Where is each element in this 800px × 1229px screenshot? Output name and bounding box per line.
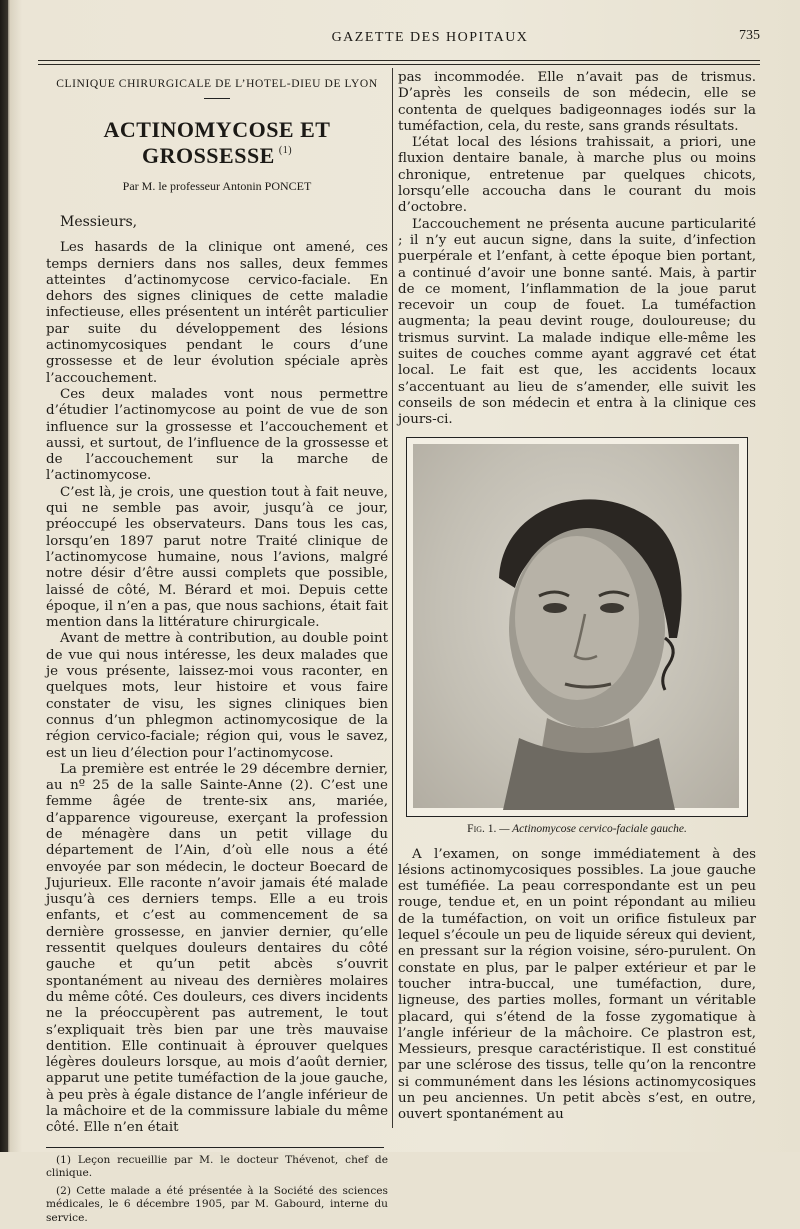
title-footnote-ref: (1) — [278, 145, 293, 156]
header-rule — [38, 60, 760, 61]
paragraph: A l’examen, on songe immédiatement à des lésions actinomycosiques possibles. La joue gauche est tuméfiée. La peau correspondante est un peu rouge, tendue et, en un point répondant au milieu de la tuméfaction, on voit un orifice fistuleux par lequel s’écoule un peu de liquide séreux qui devient, en pressant sur la région voisine, séro-purulent. On constate en plus, par le palper extérieur et par le toucher intra-buccal, une tuméfaction, dure, ligneuse, des parties molles, formant un véritable placard, qui s’étend de la fosse zygomatique à l’angle inférieur de la mâchoire. Ce plastron est, Messieurs, presque caractéristique. Il est constitué par une sclérose des tissus, telle qu’on la rencontre si communément dans les lésions actinomycosiques un peu anciennes. Un petit abcès s’est, en outre, ouvert spontanément au — [398, 846, 756, 1123]
paragraph: C’est là, je crois, une question tout à fait neuve, qui ne semble pas avoir, jusqu’à ce jour, préoccupé les observateurs. Dans tous les cas, lorsqu’en 1897 parut notre Traité clinique de l’actinomycose humaine, nous l’avions, malgré notre désir d’être aussi complets que possible, laissé de côté, M. Bérard et moi. Depuis cette époque, il n’en a pas, que nous sachions, était fait mention dans la littérature chirurgicale. — [46, 484, 388, 631]
page-number: 735 — [739, 28, 760, 43]
page-header — [40, 28, 760, 50]
paragraph: Avant de mettre à contribution, au double point de vue qui nous intéresse, les deux malades que je vous présente, laissez-moi vous raconter, en quelques mots, leur histoire et vous faire constater de visu, les signes cliniques bien connus d’un phlegmon actinomycosique de la région cervico-faciale; région qui, vous le savez, est un lieu d’élection pour l’actinomycose. — [46, 631, 388, 761]
paragraph: pas incommodée. Elle n’avait pas de trismus. D’après les conseils de son médecin, elle se contenta de quelques badigeonnages iodés sur la tuméfaction, cela, du reste, sans grands résultats. — [398, 70, 756, 134]
paragraph: La première est entrée le 29 décembre dernier, au nº 25 de la salle Sainte-Anne (2). C’est une femme âgée de trente-six ans, mariée, d’apparence vigoureuse, exerçant la profession de ménagère dans un petit village du département de l’Ain, d’où elle nous a été envoyée par son médecin, le docteur Boecard de Jujurieux. Elle raconte n’avoir jamais été malade jusqu’à ces derniers temps. Elle a eu trois enfants, et c’est au commencement de sa dernière grossesse, en janvier dernier, qu’elle ressentit quelques douleurs dentaires du côté gauche et qu’un petit abcès s’ouvrit spontanément au niveau des dernières molaires du même côté. Ces douleurs, ces divers incidents ne la préoccupèrent pas autrement, le tout s’expliquait très bien par une très mauvaise dentition. Elle continuait à éprouver quelques légères douleurs lorsque, au mois d’août dernier, apparut une petite tuméfaction de la joue gauche, à peu près à égale distance de l’angle inférieur de la mâchoire et de la commissure labiale du même côté. Elle n’en était — [46, 761, 388, 1136]
article-title-text: ACTINOMYCOSE ET GROSSESSE — [103, 117, 331, 168]
paragraph: L’état local des lésions trahissait, a priori, une fluxion dentaire banale, à marche plus ou moins chronique, entretenue par quelques chicots, lorsqu’elle accoucha dans le courant du mois d’octobre. — [398, 135, 756, 216]
running-title: GAZETTE DES HOPITAUX — [331, 30, 529, 45]
section-eyebrow: CLINIQUE CHIRURGICALE DE L’HOTEL-DIEU DE LYON — [56, 78, 378, 90]
book-binding-edge — [0, 0, 8, 1152]
column-divider — [392, 68, 393, 1128]
figure-label: Fig. 1. — [467, 822, 497, 835]
figure-caption-text: — Actinomycose cervico-faciale gauche. — [499, 822, 687, 835]
left-body — [46, 240, 388, 1136]
title-separator — [204, 98, 230, 99]
footnote: (2) Cette malade a été présentée à la Société des sciences médicales, le 6 décembre 1905, par M. Gabourd, interne du service. — [46, 1184, 388, 1224]
footnote-rule — [46, 1147, 384, 1148]
figure-photo-frame — [406, 437, 748, 817]
figure-caption — [398, 823, 756, 835]
article-title — [46, 117, 388, 169]
footnote: (1) Leçon recueillie par M. le docteur Thévenot, chef de clinique. — [46, 1153, 388, 1180]
right-body-continued — [398, 847, 756, 1124]
left-column — [46, 70, 388, 1229]
paragraph: Ces deux malades vont nous permettre d’étudier l’actinomycose au point de vue de son influence sur la grossesse et l’accouchement et aussi, et surtout, de l’influence de la grossesse et de l’accouchement sur la marche de l’actinomycose. — [46, 386, 388, 484]
byline: Par M. le professeur Antonin PONCET — [122, 179, 312, 193]
portrait-illustration — [407, 438, 747, 816]
right-column — [398, 70, 756, 1124]
salutation: Messieurs, — [60, 214, 138, 230]
paragraph: L’accouchement ne présenta aucune particularité ; il n’y eut aucun signe, dans la suite, d’infection puerpérale et l’enfant, à cette époque bien portant, a continué d’avoir une bonne santé. Mais, à partir de ce moment, l’inflammation de la joue parut recevoir un coup de fouet. La tuméfaction augmenta; la peau devint rouge, douloureuse; du trismus survint. La malade indique elle-même les suites de couches comme ayant aggravé cet état local. Le fait est que, les accidents locaux s’accentuant au lieu de s’amender, elle suivit les conseils de son médecin et entra à la clinique ces jours-ci. — [398, 216, 756, 428]
header-rule-thin — [38, 64, 760, 65]
paragraph: Les hasards de la clinique ont amené, ces temps derniers dans nos salles, deux femmes atteintes d’actinomycose cervico-faciale. En dehors des signes cliniques de cette maladie infectieuse, elles présentent un intérêt particulier par suite du développement des lésions actinomycosiques pendant le cours d’une grossesse et de leur évolution spéciale après l’accouchement. — [46, 240, 388, 386]
